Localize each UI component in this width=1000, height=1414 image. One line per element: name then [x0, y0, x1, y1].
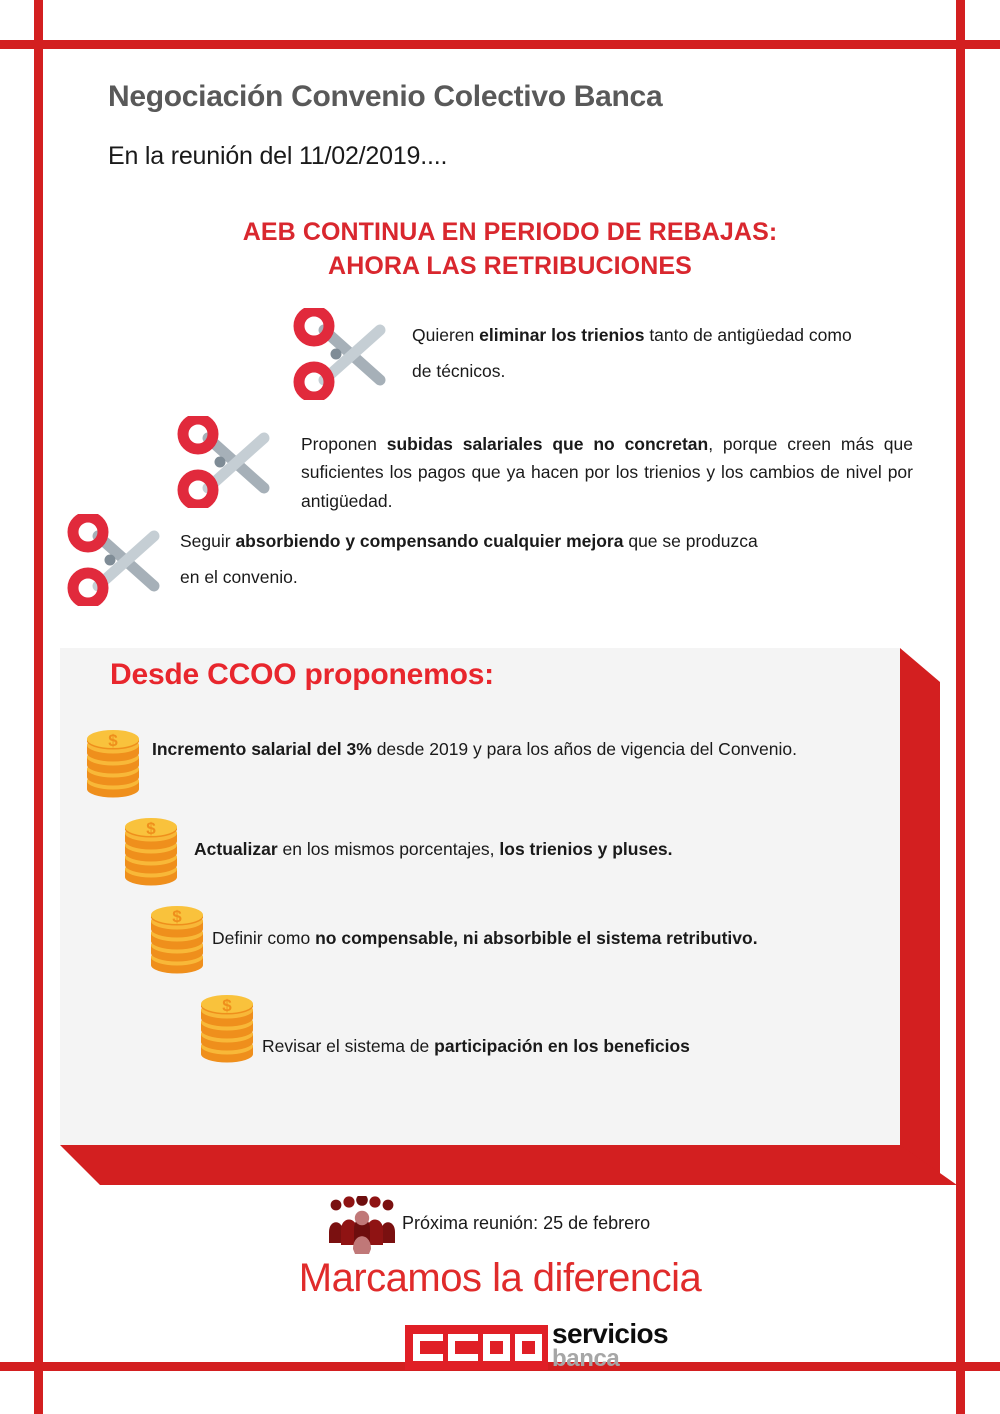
proposal-text-run-bold: participación en los beneficios	[434, 1036, 690, 1056]
proposal-text	[262, 1032, 962, 1060]
coin-stack-icon	[146, 903, 208, 975]
panel-ribbon-corner-seam	[900, 1145, 957, 1185]
panel-title: Desde CCOO proponemos:	[110, 658, 494, 691]
coin-stack-icon	[82, 727, 144, 799]
scissors-icon	[292, 308, 388, 400]
panel-ribbon-right	[900, 682, 940, 1145]
proposal-text	[194, 835, 894, 863]
people-group-icon	[327, 1196, 397, 1259]
next-meeting-label: Próxima reunión: 25 de febrero	[402, 1213, 651, 1233]
headline-line-1: AEB CONTINUA EN PERIODO DE REBAJAS:	[242, 218, 778, 246]
cut-text	[180, 524, 770, 596]
cut-text-run: , porque creen más que suficientes los pagos que ya hacen por los trienios y los cambios de nivel por antigüedad.	[301, 434, 913, 511]
cut-text-run: que se produzca en el convenio.	[180, 531, 758, 587]
cut-text-run: Seguir	[180, 531, 236, 551]
cut-text	[412, 318, 852, 390]
proposal-text-run-bold: los trienios y pluses.	[499, 839, 673, 859]
proposal-text-run: desde 2019 y para los años de vigencia del Convenio.	[371, 739, 797, 759]
proposals-panel	[60, 648, 900, 1145]
svg-text:$: $	[222, 996, 232, 1015]
svg-text:$: $	[146, 819, 156, 838]
coin-stack-icon	[196, 992, 258, 1064]
headline	[130, 215, 890, 283]
proposal-text-run: en los mismos porcentajes,	[277, 839, 500, 859]
proposal-text-run-bold: no compensable, ni absorbible el sistema retributivo.	[315, 928, 758, 948]
svg-text:$: $	[108, 731, 118, 750]
cut-text-run-bold: eliminar los trienios	[479, 325, 645, 345]
panel-ribbon-bottom-left-fold	[60, 1145, 100, 1185]
logo-banca-text: banca	[552, 1344, 620, 1372]
scissors-icon	[66, 514, 162, 606]
cut-text	[301, 430, 913, 515]
proposal-text-run-bold: Incremento salarial del 3%	[152, 739, 372, 759]
logo-servicios-text: servicios	[552, 1318, 669, 1349]
cut-text-run-bold: absorbiendo y compensando cualquier mejora	[235, 531, 624, 551]
cut-text-run: Proponen	[301, 434, 387, 454]
frame-line-right	[956, 0, 965, 1414]
proposal-text-run: Definir como	[212, 928, 316, 948]
proposal-text-run: Revisar el sistema de	[262, 1036, 435, 1056]
cut-text-run-bold: subidas salariales que no concretan	[386, 434, 709, 454]
frame-line-left	[34, 0, 43, 1414]
ccoo-logo-icon	[405, 1325, 548, 1370]
panel-ribbon-right-fold	[900, 648, 940, 682]
cut-text-run: tanto de antigüedad como de técnicos.	[412, 325, 852, 381]
slogan: Marcamos la diferencia	[298, 1256, 702, 1300]
proposal-text	[152, 735, 862, 763]
proposal-text-run-bold: Actualizar	[194, 839, 278, 859]
page-title: Negociación Convenio Colectivo Banca	[108, 80, 663, 113]
frame-line-top	[0, 40, 1000, 49]
headline-line-2: AHORA LAS RETRIBUCIONES	[328, 252, 692, 280]
ccoo-servicios-banca-logo[interactable]	[405, 1318, 669, 1372]
page-subtitle: En la reunión del 11/02/2019....	[108, 142, 448, 170]
scissors-icon	[176, 416, 272, 508]
logo-wordmark	[552, 1318, 669, 1372]
panel-ribbon-bottom	[60, 1145, 940, 1185]
coin-stack-icon	[120, 815, 182, 887]
svg-text:$: $	[172, 907, 182, 926]
proposal-text	[212, 924, 912, 952]
cut-text-run: Quieren	[412, 325, 480, 345]
